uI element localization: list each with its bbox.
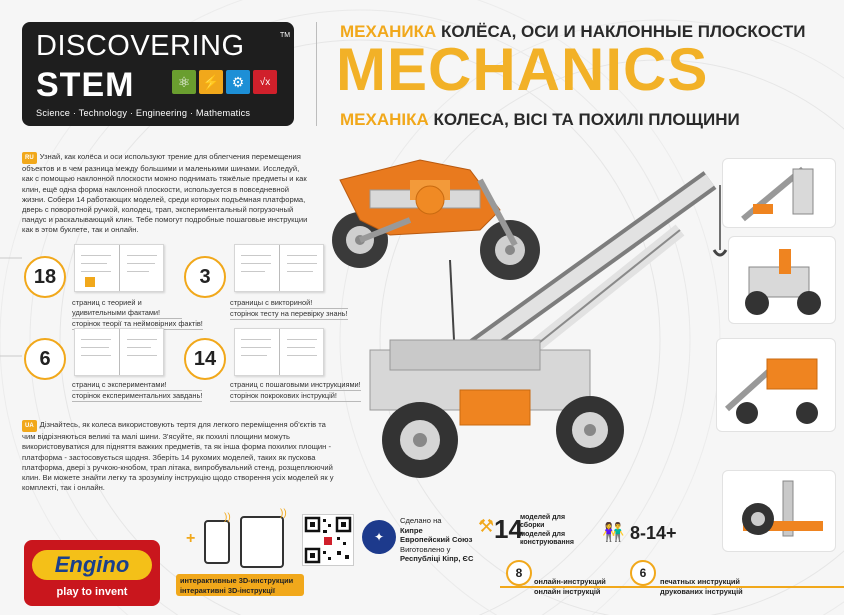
made-ua-line1: Виготовлено у [400, 544, 451, 554]
header-divider [316, 22, 317, 126]
print-instructions-text [660, 577, 743, 596]
logo-icons [172, 70, 277, 94]
gears-icon: ⚙ [226, 70, 250, 94]
wifi-icon-tablet: )) [280, 508, 287, 519]
stat-caption-instructions-ua: сторінок покрокових інструкцій! [230, 391, 361, 402]
cyprus-eu-badge-icon: ✦ [362, 520, 396, 554]
russian-description-body: Узнай, как колёса и оси используют трение для облегчения перемещения объектов и в чем разница между большими и маленькими шинами. Исследуй, как с помощью наклонной плоскости можно поднимать тяжёлые предметы и как клин, ещё одна форма наклонной плоскости, используется в повседневной жизни. Собери 14 работающих моделей, среди которых подъёмная платформа, дверь с поворотной ручкой, колодец, трап, экспериментальный погрузочный пандус и раскалывающий клин. Тебе помогут подробные пошаговые инструкции как в этом буклете, так и онлайн. [22, 152, 308, 235]
stat-caption-experiments-ru: страниц с экспериментами! [72, 380, 202, 391]
online-ru: онлайн-инструкций [534, 577, 606, 586]
stat-caption-theory-ua: сторінок теорії та неймовірних фактів! [72, 319, 203, 328]
booklet-experiments-image [74, 328, 164, 376]
ukrainian-title [340, 110, 740, 130]
engino-wordmark: Engino [32, 550, 152, 580]
tablet-icon [240, 516, 284, 568]
stat-badge-experiments: 6 [24, 338, 66, 380]
logo-trademark: TM [280, 32, 291, 39]
bolt-icon: ⚡ [199, 70, 223, 94]
made-ua-line2: Республіці Кіпр, ЄС [400, 554, 474, 564]
discovering-stem-logo [22, 22, 294, 126]
russian-title-accent: МЕХАНИКА [340, 22, 437, 41]
qr-code-icon [302, 514, 354, 566]
interactive-3d-text [180, 576, 293, 595]
models-text [520, 514, 590, 548]
test-stand-model-image [722, 470, 836, 552]
models-ru: моделей для сборки [520, 514, 566, 530]
online-ua: онлайн інструкцій [534, 586, 601, 596]
ukrainian-title-rest: КОЛЕСА, ВІСІ ТА ПОХИЛІ ПЛОЩИНИ [428, 110, 740, 129]
stat-caption-theory [72, 298, 203, 330]
lift-model-image [728, 236, 836, 324]
stat-caption-quiz-ru: страницы с викториной! [230, 298, 348, 309]
crane-model-image [310, 160, 730, 500]
interactive-ua: інтерактивні 3D-інструкції [180, 585, 275, 595]
russian-title-rest: КОЛЁСА, ОСИ И НАКЛОННЫЕ ПЛОСКОСТИ [436, 22, 806, 41]
ukrainian-description-body: Дізнайтесь, як колеса використовують тертя для легкого переміщення об'єктів та чим відрізняються великі та малі шини. З'ясуйте, як похилі площини можуть використовуватися для підняття важких предметів, та як інша форма похилих площин - платформа - застосовується щодня. Зберіть 14 рухомих моделей, таких як пускова платформа, двері з ручкою-кнобом, трап літака, випробувальний стенд, розщеплюючий клин. Ви можете знайти легку та зрозумілу інструкцію щодо створення усіх моделей як у комплекті, так і онлайн. [22, 420, 334, 493]
kids-icon: 👫 [602, 522, 625, 542]
stat-caption-theory-ru: страниц с теорией и удивительными фактами! [72, 298, 182, 319]
logo-line1: DISCOVERING [36, 30, 245, 62]
wrench-icon: ⚒ [478, 516, 495, 536]
made-ru-line3: Европейский Союз [400, 535, 473, 545]
models-ua: моделей для конструювання [520, 530, 574, 547]
stat-badge-theory: 18 [24, 256, 66, 298]
russian-description [22, 152, 312, 236]
ukrainian-lang-tag: UA [22, 420, 37, 432]
smartphone-icon [204, 520, 230, 564]
made-ru-line2: Кипре [400, 525, 423, 535]
main-title: MECHANICS [336, 36, 709, 103]
engino-logo [24, 540, 160, 606]
plus-icon: + [186, 530, 196, 547]
stat-caption-instructions-ru: страниц с пошаговыми инструкциями! [230, 380, 361, 389]
stat-caption-quiz-ua: сторінок тесту на перевірку знань! [230, 309, 348, 318]
online-count-badge: 8 [506, 560, 532, 586]
print-ru: печатных инструкций [660, 577, 740, 586]
print-count-badge: 6 [630, 560, 656, 586]
stat-badge-instructions: 14 [184, 338, 226, 380]
models-count: 14 [494, 514, 523, 544]
stat-caption-experiments [72, 380, 202, 402]
stat-badge-quiz: 3 [184, 256, 226, 298]
ramp-model-image [722, 158, 836, 228]
online-instructions-text [534, 577, 606, 596]
airplane-stairs-model-image [716, 338, 836, 432]
russian-lang-tag: RU [22, 152, 37, 164]
print-ua: друкованих інструкцій [660, 586, 743, 596]
engino-tagline: play to invent [56, 586, 128, 598]
age-range: 8-14+ [630, 523, 677, 543]
sqrt-icon: √x [253, 70, 277, 94]
logo-line2: STEM [36, 66, 135, 104]
made-in-cyprus-text [400, 516, 473, 564]
interactive-ru: интерактивные 3D-инструкции [180, 576, 294, 585]
made-ru-line1: Сделано на [400, 516, 442, 525]
wifi-icon: )) [224, 512, 231, 523]
stat-caption-experiments-ua: сторінок експериментальних завдань! [72, 391, 203, 400]
ukrainian-title-accent: МЕХАНІКА [340, 110, 429, 129]
logo-subtitle: Science · Technology · Engineering · Mathematics [36, 108, 251, 118]
atom-icon: ⚛ [172, 70, 196, 94]
booklet-theory-image [74, 244, 164, 292]
ukrainian-description [22, 420, 340, 493]
